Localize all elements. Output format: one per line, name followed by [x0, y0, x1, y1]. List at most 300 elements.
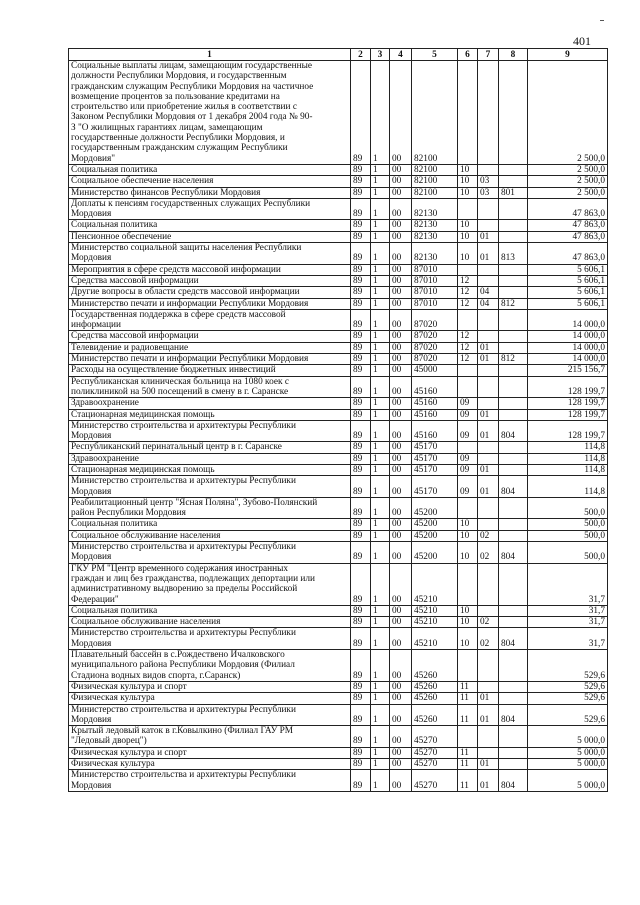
code-cell: 1: [371, 243, 390, 265]
code-cell: 00: [390, 275, 412, 286]
code-cell: 00: [390, 61, 412, 165]
row-name-cell: Социальная политика: [69, 519, 351, 530]
code-cell: 82100: [412, 164, 458, 175]
amount-cell: 114,8: [528, 464, 608, 475]
code-cell: 00: [390, 726, 412, 748]
table-row: [69, 681, 608, 692]
code-cell: 00: [390, 542, 412, 564]
amount-cell: 128 199,7: [528, 420, 608, 442]
table-row: [69, 409, 608, 420]
code-cell: 89: [351, 398, 371, 409]
code-cell: 82130: [412, 220, 458, 231]
amount-cell: 529,6: [528, 693, 608, 704]
code-cell: [458, 198, 478, 220]
code-cell: [499, 275, 528, 286]
code-cell: 12: [458, 342, 478, 353]
row-name-cell: Республиканская клиническая больница на 1080 коек с поликлиникой на 500 посещений в смену в г. Саранске: [69, 376, 351, 398]
code-cell: 00: [390, 693, 412, 704]
code-cell: 10: [458, 605, 478, 616]
code-cell: 09: [458, 420, 478, 442]
header-cell: 6: [458, 49, 478, 61]
code-cell: [499, 605, 528, 616]
code-cell: 45170: [412, 464, 458, 475]
code-cell: [478, 220, 499, 231]
row-name-cell: Другие вопросы в области средств массовой информации: [69, 287, 351, 298]
code-cell: [499, 519, 528, 530]
row-name-cell: Мероприятия в сфере средств массовой информации: [69, 264, 351, 275]
row-name-cell: Социальное обслуживание населения: [69, 530, 351, 541]
code-cell: 1: [371, 342, 390, 353]
code-cell: 1: [371, 519, 390, 530]
code-cell: 89: [351, 231, 371, 242]
code-cell: 45270: [412, 770, 458, 792]
code-cell: 00: [390, 409, 412, 420]
amount-cell: 31,7: [528, 563, 608, 605]
code-cell: 89: [351, 617, 371, 628]
code-cell: 00: [390, 354, 412, 365]
code-cell: 12: [458, 298, 478, 309]
row-name-cell: Телевидение и радиовещание: [69, 342, 351, 353]
code-cell: 1: [371, 453, 390, 464]
table-row: [69, 164, 608, 175]
amount-cell: 14 000,0: [528, 331, 608, 342]
table-row: [69, 476, 608, 498]
code-cell: 87020: [412, 354, 458, 365]
amount-cell: 14 000,0: [528, 342, 608, 353]
code-cell: 45210: [412, 563, 458, 605]
code-cell: 00: [390, 309, 412, 331]
code-cell: 45260: [412, 704, 458, 726]
row-name-cell: Стационарная медицинская помощь: [69, 409, 351, 420]
code-cell: 01: [478, 342, 499, 353]
code-cell: 00: [390, 704, 412, 726]
code-cell: 01: [478, 770, 499, 792]
code-cell: 1: [371, 726, 390, 748]
code-cell: 00: [390, 220, 412, 231]
row-name-cell: Министерство печати и информации Республики Мордовия: [69, 354, 351, 365]
table-row: [69, 759, 608, 770]
code-cell: 1: [371, 275, 390, 286]
code-cell: 1: [371, 530, 390, 541]
code-cell: 02: [478, 530, 499, 541]
code-cell: 1: [371, 693, 390, 704]
code-cell: 89: [351, 759, 371, 770]
code-cell: 89: [351, 342, 371, 353]
code-cell: [478, 563, 499, 605]
code-cell: 1: [371, 287, 390, 298]
table-row: [69, 264, 608, 275]
code-cell: 10: [458, 220, 478, 231]
code-cell: 09: [458, 476, 478, 498]
code-cell: 11: [458, 770, 478, 792]
code-cell: 1: [371, 309, 390, 331]
code-cell: 89: [351, 464, 371, 475]
code-cell: 01: [478, 704, 499, 726]
row-name-cell: Республиканский перинатальный центр в г. Саранске: [69, 442, 351, 453]
amount-cell: 47 863,0: [528, 198, 608, 220]
code-cell: [478, 376, 499, 398]
code-cell: [499, 759, 528, 770]
code-cell: 45170: [412, 476, 458, 498]
row-name-cell: Плавательный бассейн в с.Рождествено Ичалковского муниципального района Республики Мордовия (Филиал Стадиона водных видов спорта, г.Саранск): [69, 650, 351, 682]
code-cell: 1: [371, 605, 390, 616]
code-cell: 89: [351, 187, 371, 198]
row-name-cell: Расходы на осуществление бюджетных инвестиций: [69, 365, 351, 376]
amount-cell: 5 606,1: [528, 264, 608, 275]
amount-cell: 114,8: [528, 442, 608, 453]
code-cell: 804: [499, 770, 528, 792]
table-row: [69, 617, 608, 628]
code-cell: [499, 398, 528, 409]
amount-cell: 2 500,0: [528, 61, 608, 165]
code-cell: 00: [390, 342, 412, 353]
row-name-cell: Министерство строительства и архитектуры Республики Мордовия: [69, 476, 351, 498]
code-cell: 89: [351, 442, 371, 453]
code-cell: 45200: [412, 497, 458, 519]
code-cell: 02: [478, 542, 499, 564]
table-row: [69, 331, 608, 342]
code-cell: 87020: [412, 309, 458, 331]
code-cell: 1: [371, 759, 390, 770]
row-name-cell: Стационарная медицинская помощь: [69, 464, 351, 475]
code-cell: 82100: [412, 187, 458, 198]
table-row: [69, 464, 608, 475]
code-cell: 804: [499, 704, 528, 726]
amount-cell: 529,6: [528, 704, 608, 726]
page-number: 401: [573, 34, 591, 48]
code-cell: 89: [351, 176, 371, 187]
row-name-cell: Здравоохранение: [69, 453, 351, 464]
row-name-cell: Физическая культура и спорт: [69, 681, 351, 692]
code-cell: 00: [390, 681, 412, 692]
code-cell: 11: [458, 693, 478, 704]
amount-cell: 2 500,0: [528, 164, 608, 175]
code-cell: 1: [371, 365, 390, 376]
header-row: [69, 49, 608, 61]
code-cell: [478, 681, 499, 692]
code-cell: 82130: [412, 231, 458, 242]
header-cell: 7: [478, 49, 499, 61]
code-cell: [499, 365, 528, 376]
amount-cell: 14 000,0: [528, 309, 608, 331]
code-cell: 89: [351, 650, 371, 682]
row-name-cell: Физическая культура и спорт: [69, 747, 351, 758]
code-cell: 87010: [412, 298, 458, 309]
page-mark: [600, 20, 604, 21]
code-cell: 89: [351, 365, 371, 376]
code-cell: [478, 331, 499, 342]
code-cell: 82100: [412, 176, 458, 187]
amount-cell: 128 199,7: [528, 398, 608, 409]
code-cell: 45200: [412, 530, 458, 541]
code-cell: 89: [351, 681, 371, 692]
code-cell: 813: [499, 243, 528, 265]
code-cell: 1: [371, 298, 390, 309]
code-cell: 02: [478, 628, 499, 650]
code-cell: 804: [499, 542, 528, 564]
code-cell: 45200: [412, 519, 458, 530]
code-cell: [499, 164, 528, 175]
amount-cell: 5 000,0: [528, 770, 608, 792]
code-cell: 1: [371, 420, 390, 442]
table-row: [69, 530, 608, 541]
code-cell: [478, 650, 499, 682]
code-cell: 10: [458, 231, 478, 242]
table-row: [69, 770, 608, 792]
code-cell: 01: [478, 420, 499, 442]
amount-cell: 5 000,0: [528, 759, 608, 770]
table-row: [69, 376, 608, 398]
code-cell: 03: [478, 176, 499, 187]
code-cell: 01: [478, 464, 499, 475]
amount-cell: 47 863,0: [528, 220, 608, 231]
code-cell: 00: [390, 747, 412, 758]
amount-cell: 500,0: [528, 519, 608, 530]
code-cell: 01: [478, 693, 499, 704]
code-cell: 1: [371, 231, 390, 242]
code-cell: 1: [371, 264, 390, 275]
amount-cell: 114,8: [528, 476, 608, 498]
code-cell: 89: [351, 309, 371, 331]
table-row: [69, 198, 608, 220]
row-name-cell: Крытый ледовый каток в г.Ковылкино (Филиал ГАУ РМ "Ледовый дворец"): [69, 726, 351, 748]
code-cell: [458, 726, 478, 748]
code-cell: 1: [371, 464, 390, 475]
code-cell: 12: [458, 354, 478, 365]
code-cell: [458, 650, 478, 682]
code-cell: 89: [351, 542, 371, 564]
code-cell: 89: [351, 704, 371, 726]
table-row: [69, 176, 608, 187]
code-cell: 45270: [412, 726, 458, 748]
code-cell: 00: [390, 628, 412, 650]
row-name-cell: Здравоохранение: [69, 398, 351, 409]
code-cell: [458, 365, 478, 376]
table-row: [69, 650, 608, 682]
code-cell: 89: [351, 770, 371, 792]
code-cell: 00: [390, 476, 412, 498]
code-cell: 45160: [412, 409, 458, 420]
code-cell: 11: [458, 681, 478, 692]
code-cell: [458, 264, 478, 275]
code-cell: 89: [351, 628, 371, 650]
code-cell: 00: [390, 365, 412, 376]
code-cell: 801: [499, 187, 528, 198]
code-cell: 00: [390, 650, 412, 682]
table-row: [69, 453, 608, 464]
code-cell: 00: [390, 770, 412, 792]
code-cell: 11: [458, 704, 478, 726]
header-cell: 8: [499, 49, 528, 61]
code-cell: 87010: [412, 287, 458, 298]
code-cell: 1: [371, 409, 390, 420]
code-cell: [478, 497, 499, 519]
amount-cell: 14 000,0: [528, 354, 608, 365]
row-name-cell: Министерство финансов Республики Мордовия: [69, 187, 351, 198]
row-name-cell: Реабилитационный центр "Ясная Поляна", Зубово-Полянский район Республики Мордовия: [69, 497, 351, 519]
code-cell: 00: [390, 287, 412, 298]
code-cell: [499, 681, 528, 692]
code-cell: [499, 563, 528, 605]
code-cell: [478, 747, 499, 758]
row-name-cell: Средства массовой информации: [69, 331, 351, 342]
table-row: [69, 398, 608, 409]
code-cell: [499, 220, 528, 231]
code-cell: 89: [351, 354, 371, 365]
row-name-cell: Средства массовой информации: [69, 275, 351, 286]
code-cell: 45200: [412, 542, 458, 564]
table-row: [69, 693, 608, 704]
code-cell: 01: [478, 243, 499, 265]
row-name-cell: Социальная политика: [69, 605, 351, 616]
table-row: [69, 275, 608, 286]
code-cell: 1: [371, 176, 390, 187]
code-cell: 89: [351, 198, 371, 220]
code-cell: [499, 650, 528, 682]
code-cell: 02: [478, 617, 499, 628]
code-cell: 1: [371, 442, 390, 453]
code-cell: 45170: [412, 442, 458, 453]
code-cell: 1: [371, 187, 390, 198]
row-name-cell: Физическая культура: [69, 759, 351, 770]
row-name-cell: ГКУ РМ "Центр временного содержания иностранных граждан и лиц без гражданства, подлежащих депортации или административному выдворению за пределы Российской Федерации": [69, 563, 351, 605]
code-cell: 87010: [412, 275, 458, 286]
code-cell: [499, 747, 528, 758]
code-cell: 89: [351, 476, 371, 498]
table-row: [69, 187, 608, 198]
code-cell: [499, 331, 528, 342]
code-cell: 89: [351, 409, 371, 420]
code-cell: 89: [351, 726, 371, 748]
code-cell: 09: [458, 464, 478, 475]
code-cell: 45210: [412, 628, 458, 650]
code-cell: 00: [390, 464, 412, 475]
budget-table: [68, 48, 608, 792]
code-cell: [478, 61, 499, 165]
row-name-cell: Министерство строительства и архитектуры Республики Мордовия: [69, 420, 351, 442]
code-cell: 45160: [412, 420, 458, 442]
code-cell: [499, 287, 528, 298]
table-row: [69, 747, 608, 758]
code-cell: [458, 309, 478, 331]
code-cell: 87010: [412, 264, 458, 275]
code-cell: 45160: [412, 376, 458, 398]
code-cell: 01: [478, 409, 499, 420]
code-cell: 89: [351, 453, 371, 464]
code-cell: 11: [458, 747, 478, 758]
code-cell: 00: [390, 563, 412, 605]
code-cell: 10: [458, 519, 478, 530]
code-cell: 09: [458, 409, 478, 420]
table-row: [69, 342, 608, 353]
amount-cell: 500,0: [528, 530, 608, 541]
code-cell: 00: [390, 331, 412, 342]
code-cell: [499, 617, 528, 628]
row-name-cell: Министерство социальной защиты населения Республики Мордовия: [69, 243, 351, 265]
code-cell: [499, 497, 528, 519]
code-cell: 804: [499, 628, 528, 650]
code-cell: 812: [499, 354, 528, 365]
code-cell: 04: [478, 298, 499, 309]
code-cell: 82100: [412, 61, 458, 165]
table-row: [69, 365, 608, 376]
amount-cell: 5 000,0: [528, 747, 608, 758]
code-cell: [499, 176, 528, 187]
code-cell: 89: [351, 243, 371, 265]
row-name-cell: Министерство строительства и архитектуры Республики Мордовия: [69, 704, 351, 726]
table-row: [69, 354, 608, 365]
code-cell: 1: [371, 563, 390, 605]
code-cell: 45270: [412, 747, 458, 758]
code-cell: [499, 693, 528, 704]
code-cell: 00: [390, 164, 412, 175]
code-cell: 00: [390, 231, 412, 242]
code-cell: [499, 464, 528, 475]
code-cell: 45260: [412, 693, 458, 704]
code-cell: 10: [458, 617, 478, 628]
code-cell: 00: [390, 453, 412, 464]
table-row: [69, 61, 608, 165]
amount-cell: 5 606,1: [528, 275, 608, 286]
code-cell: [478, 398, 499, 409]
table-body: [69, 61, 608, 792]
code-cell: [458, 497, 478, 519]
amount-cell: 31,7: [528, 628, 608, 650]
code-cell: 00: [390, 376, 412, 398]
amount-cell: 47 863,0: [528, 231, 608, 242]
code-cell: 1: [371, 650, 390, 682]
code-cell: 00: [390, 298, 412, 309]
code-cell: 04: [478, 287, 499, 298]
code-cell: 45260: [412, 681, 458, 692]
code-cell: 00: [390, 243, 412, 265]
row-name-cell: Социальное обеспечение населения: [69, 176, 351, 187]
code-cell: 1: [371, 331, 390, 342]
code-cell: 10: [458, 542, 478, 564]
code-cell: 82130: [412, 198, 458, 220]
row-name-cell: Государственная поддержка в сфере средств массовой информации: [69, 309, 351, 331]
code-cell: 10: [458, 628, 478, 650]
code-cell: 00: [390, 264, 412, 275]
code-cell: [478, 365, 499, 376]
code-cell: [458, 563, 478, 605]
table-row: [69, 563, 608, 605]
header-cell: 1: [69, 49, 351, 61]
code-cell: 89: [351, 264, 371, 275]
amount-cell: 5 606,1: [528, 287, 608, 298]
code-cell: 89: [351, 164, 371, 175]
amount-cell: 114,8: [528, 453, 608, 464]
code-cell: 09: [458, 398, 478, 409]
row-name-cell: Социальная политика: [69, 220, 351, 231]
code-cell: 1: [371, 61, 390, 165]
table-row: [69, 704, 608, 726]
code-cell: 89: [351, 275, 371, 286]
table-row: [69, 497, 608, 519]
code-cell: [458, 376, 478, 398]
code-cell: [458, 61, 478, 165]
code-cell: 00: [390, 530, 412, 541]
amount-cell: 128 199,7: [528, 409, 608, 420]
code-cell: 10: [458, 164, 478, 175]
code-cell: [478, 726, 499, 748]
code-cell: 00: [390, 176, 412, 187]
code-cell: 89: [351, 605, 371, 616]
code-cell: 00: [390, 759, 412, 770]
code-cell: [499, 442, 528, 453]
amount-cell: 128 199,7: [528, 376, 608, 398]
code-cell: 82130: [412, 243, 458, 265]
